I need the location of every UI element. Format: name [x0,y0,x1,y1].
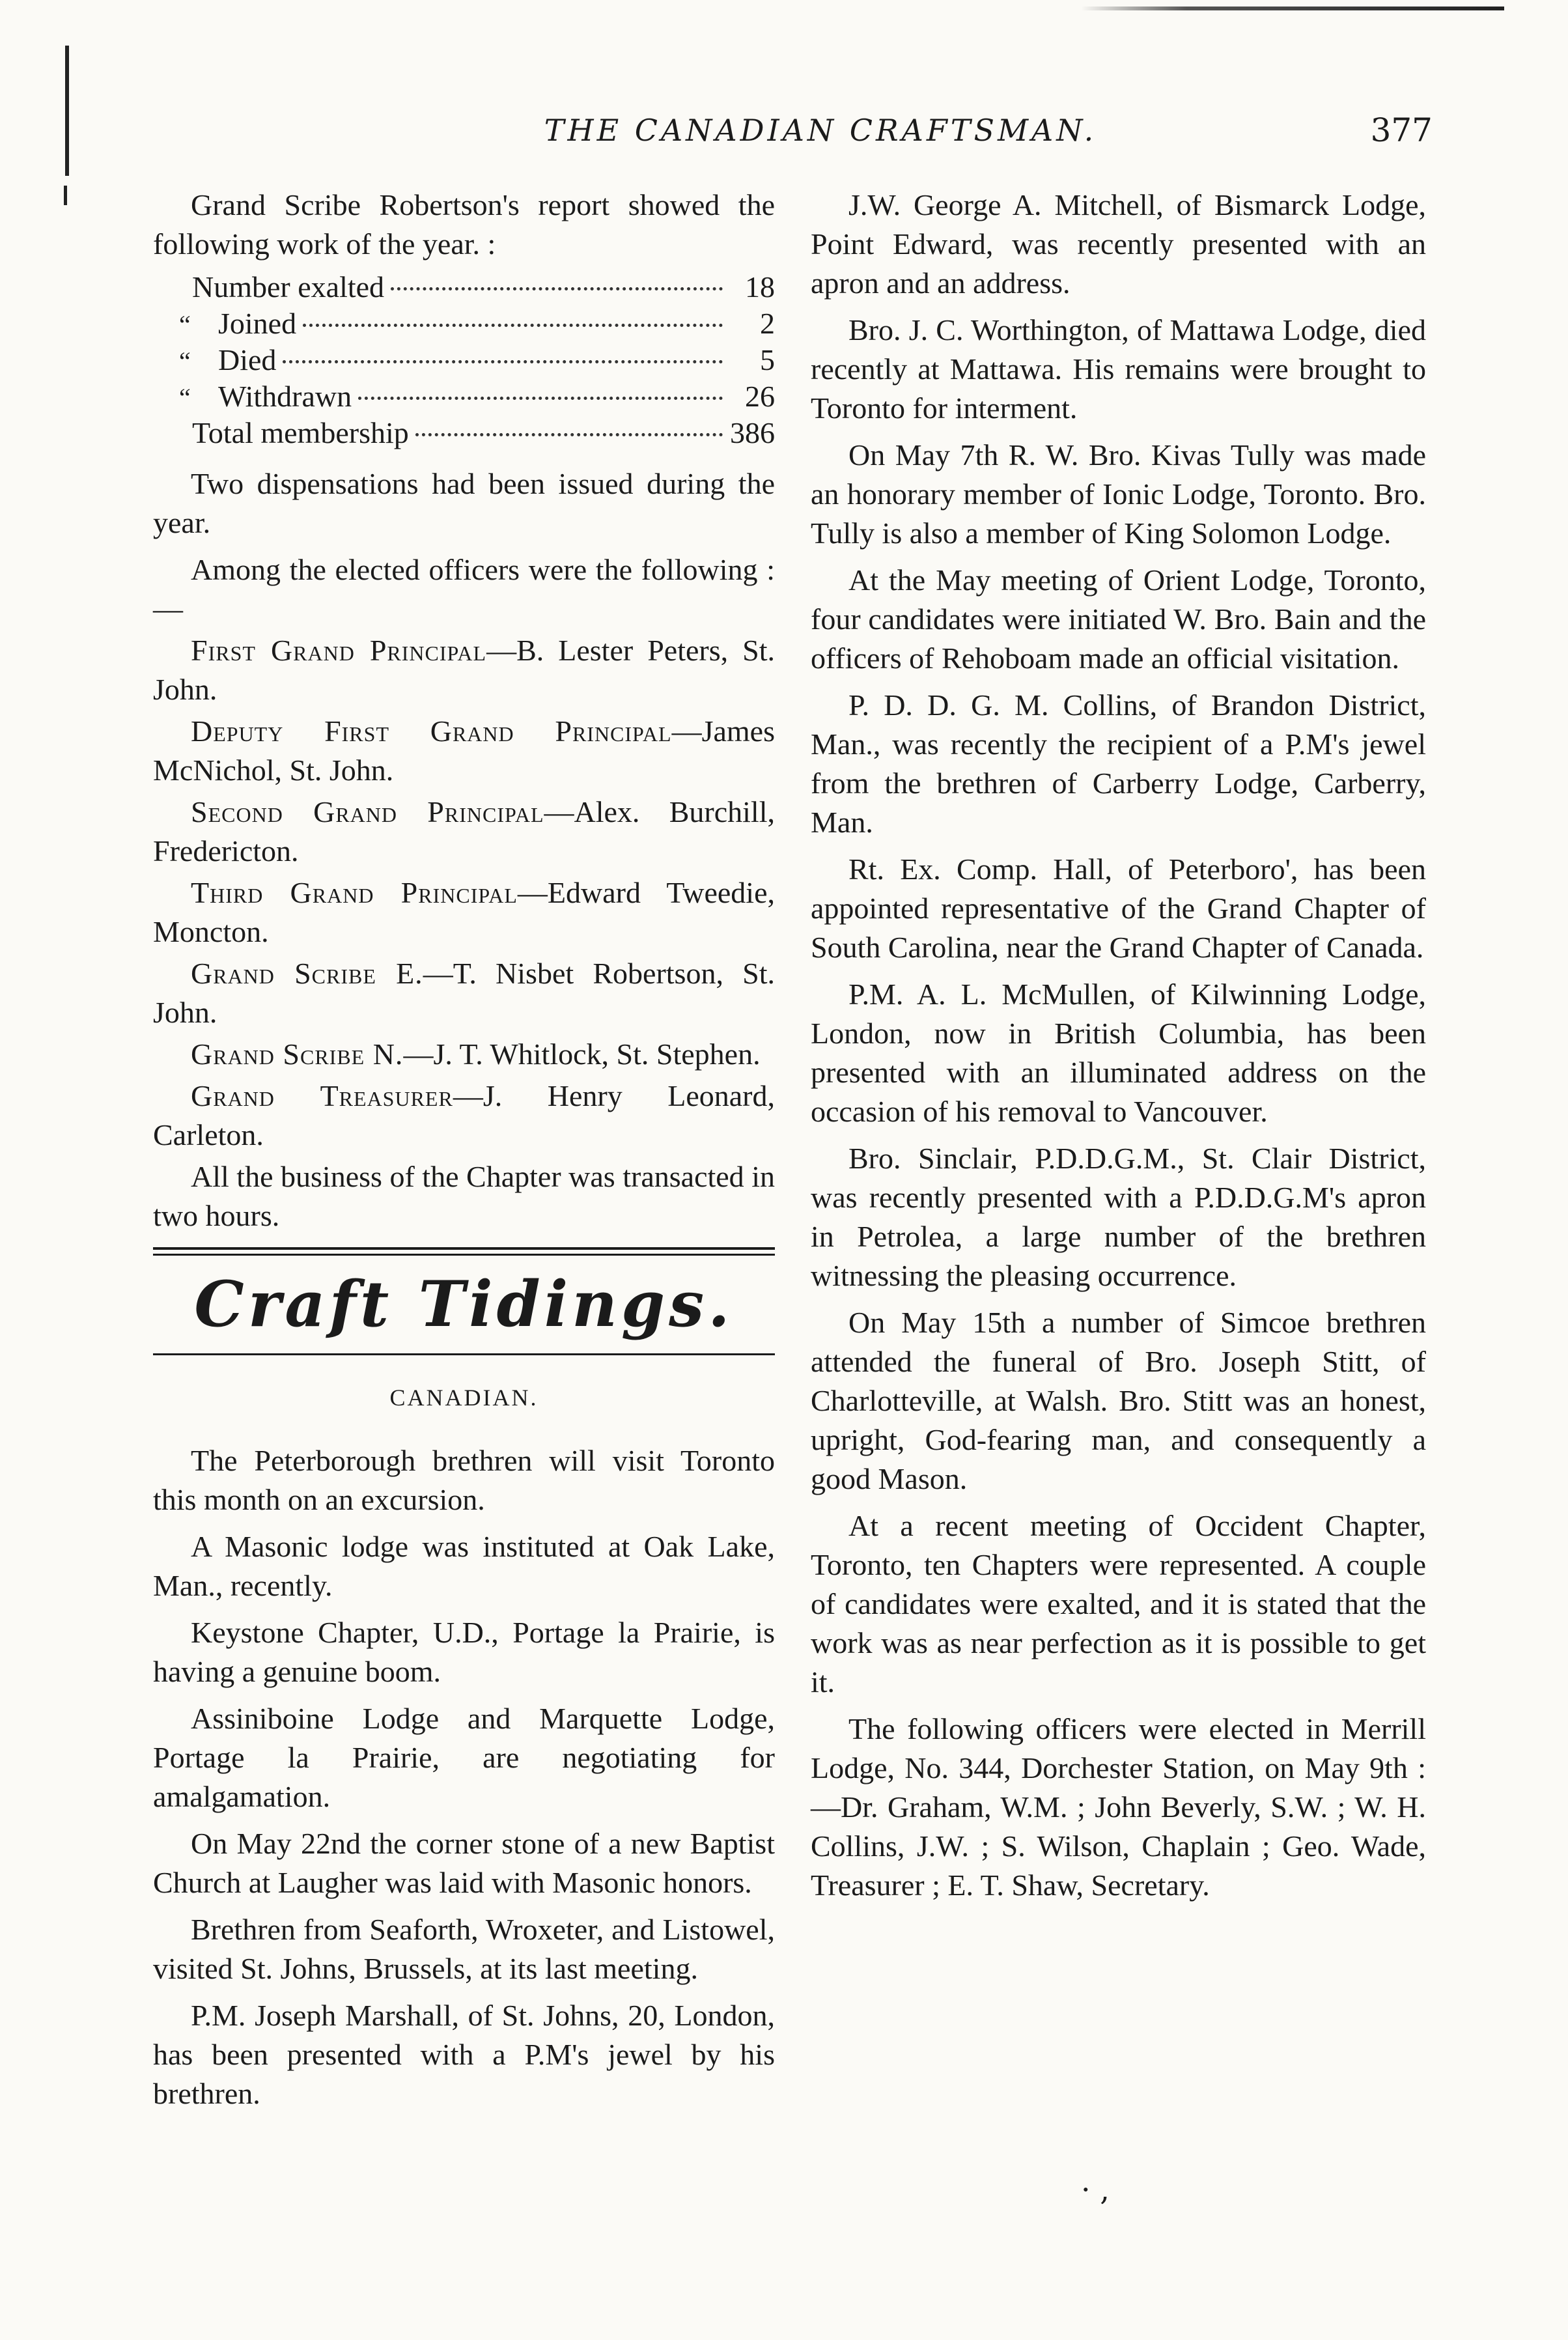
paragraph: Two dispensations had been issued during the year. [153,467,775,539]
officer-entry: Second Grand Principal—Alex. Burchill, Fredericton. [153,795,775,867]
officer-entry: Grand Scribe E.—T. Nisbet Robertson, St. John. [153,957,775,1029]
dot-leader [283,360,723,363]
news-item: Keystone Chapter, U.D., Portage la Prairie, is having a genuine boom. [153,1616,775,1688]
news-item: The Peterborough brethren will visit Toronto this month on an excursion. [153,1444,775,1516]
page-number: 377 [1370,111,1433,149]
stat-row [153,414,775,450]
paragraph: All the business of the Chapter was transacted in two hours. [153,1160,775,1232]
news-item: Bro. J. C. Worthington, of Mattawa Lodge, died recently at Mattawa. His remains were brought to Toronto for interment. [811,313,1426,425]
stat-value: 26 [745,380,775,413]
section-subhead: CANADIAN. [389,1385,539,1411]
section-title: Craft Tidings. [194,1267,734,1341]
news-item: A Masonic lodge was instituted at Oak Lake, Man., recently. [153,1530,775,1602]
news-item: On May 7th R. W. Bro. Kivas Tully was made an honorary member of Ionic Lodge, Toronto. Bro. Tully is also a member of King Solomon Lodge. [811,438,1426,550]
running-head [0,104,1568,156]
stat-label: Total membership [192,416,409,449]
dot-leader [303,324,723,327]
right-column [811,186,1426,1913]
stat-value: 5 [760,343,775,376]
news-item: On May 15th a number of Simcoe brethren attended the funeral of Bro. Joseph Stitt, of Charlotteville, at Walsh. Bro. Stitt was an honest, upright, God-fearing man, and consequently a good Mason. [811,1306,1426,1495]
stat-value: 386 [730,416,775,449]
officer-entry: Third Grand Principal—Edward Tweedie, Moncton. [153,876,775,948]
officer-entry: Deputy First Grand Principal—James McNichol, St. John. [153,714,775,787]
news-item: Bro. Sinclair, P.D.D.G.M., St. Clair District, was recently presented with a P.D.D.G.M's apron in Petrolea, a large number of the brethren witnessing the pleasing occurrence. [811,1142,1426,1292]
stat-label: Number exalted [192,270,385,303]
officer-entry: Grand Treasurer—J. Henry Leonard, Carleton. [153,1079,775,1151]
report-intro: Grand Scribe Robertson's report showed the following work of the year. : [153,188,775,261]
news-item: At the May meeting of Orient Lodge, Toronto, four candidates were initiated W. Bro. Bain and the officers of Rehoboam made an official visitation. [811,563,1426,675]
stat-label: “ Joined [179,307,297,340]
left-column [153,186,775,2121]
stat-label: “ Died [179,343,277,376]
dot-leader [415,433,723,436]
paragraph: Among the elected officers were the following :— [153,553,775,625]
running-title: THE CANADIAN CRAFTSMAN. [544,113,1097,148]
membership-stats [153,268,775,450]
news-item: Rt. Ex. Comp. Hall, of Peterboro', has been appointed representative of the Grand Chapter of South Carolina, near the Grand Chapter of Canada. [811,853,1426,964]
officer-entry: Grand Scribe N.—J. T. Whitlock, St. Stephen. [191,1037,761,1071]
news-item: Brethren from Seaforth, Wroxeter, and Listowel, visited St. Johns, Brussels, at its last meeting. [153,1913,775,1985]
news-item: P. D. D. G. M. Collins, of Brandon District, Man., was recently the recipient of a P.M's jewel from the brethren of Carberry Lodge, Carberry, Man. [811,688,1426,839]
news-item: P.M. A. L. McMullen, of Kilwinning Lodge, London, now in British Columbia, has been presented with an illuminated address on the occasion of his removal to Vancouver. [811,978,1426,1128]
stat-value: 18 [745,270,775,303]
officer-entry: First Grand Principal—B. Lester Peters, St. John. [153,634,775,706]
stat-row [153,304,775,341]
section-rule [153,1353,775,1355]
stat-value: 2 [760,307,775,340]
scan-edge-rule [1081,7,1504,10]
dot-leader [358,397,723,400]
gutter-scan-mark [64,186,67,205]
dot-leader [391,287,723,290]
stat-row [153,377,775,414]
news-item: P.M. Joseph Marshall, of St. Johns, 20, London, has been presented with a P.M's jewel by his brethren. [153,1999,775,2110]
section-rule-double [153,1247,775,1256]
stat-label: “ Withdrawn [179,380,352,413]
ink-mark: · , [1081,2172,1110,2207]
news-item: At a recent meeting of Occident Chapter, Toronto, ten Chapters were represented. A couple of candidates were exalted, and it is stated that the work was as near perfection as it is possible to get it. [811,1509,1426,1699]
news-item: J.W. George A. Mitchell, of Bismarck Lodge, Point Edward, was recently presented with an apron and an address. [811,188,1426,300]
stat-row [153,268,775,304]
stat-row [153,341,775,377]
news-item: Assiniboine Lodge and Marquette Lodge, Portage la Prairie, are negotiating for amalgamation. [153,1702,775,1813]
news-item: On May 22nd the corner stone of a new Baptist Church at Laugher was laid with Masonic honors. [153,1827,775,1899]
news-item: The following officers were elected in Merrill Lodge, No. 344, Dorchester Station, on May 9th :—Dr. Graham, W.M. ; John Beverly, S.W. ; W. H. Collins, J.W. ; S. Wilson, Chaplain ; Geo. Wade, Treasurer ; E. T. Shaw, Secretary. [811,1712,1426,1902]
